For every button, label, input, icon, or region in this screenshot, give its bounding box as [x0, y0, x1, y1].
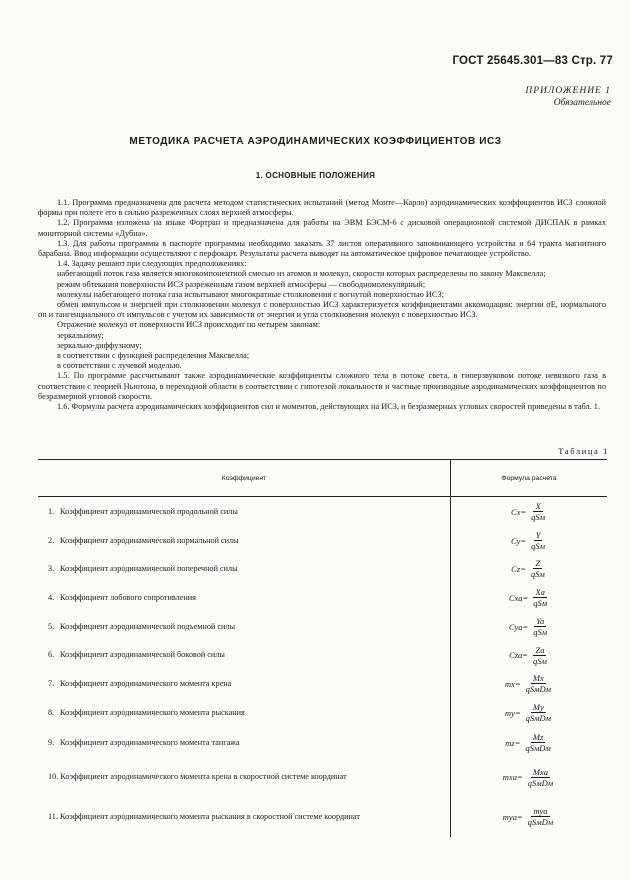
- formula-cell: [451, 583, 608, 613]
- formula-cell: [451, 555, 608, 583]
- coefficient-label: Коэффициент аэродинамического момента тангажа: [60, 737, 240, 747]
- table-row: [38, 527, 607, 555]
- formula: [505, 702, 553, 723]
- formula-denominator: qSм: [533, 655, 547, 666]
- formula-numerator: Ya: [536, 616, 545, 626]
- coefficient-name: [38, 613, 451, 641]
- row-number: 1.: [48, 506, 55, 516]
- coefficients-table: [38, 459, 607, 837]
- formula-lhs: Cza=: [509, 650, 529, 660]
- row-number: 6.: [48, 650, 55, 659]
- row-number: 5.: [48, 621, 55, 631]
- appendix-status: Обязательное: [553, 98, 611, 108]
- formula-numerator: Mxa: [532, 766, 548, 777]
- assumption-1: набегающий поток газа является многокомпонентной смесью из атомов и молекул, скорости которых распределены по закону Максвелла;: [57, 269, 546, 279]
- document-title: МЕТОДИКА РАСЧЕТА АЭРОДИНАМИЧЕСКИХ КОЭФФИЦИЕНТОВ ИСЗ: [129, 136, 502, 147]
- formula-fraction: [531, 587, 549, 608]
- formula-lhs: Cxa=: [508, 592, 529, 603]
- formula: [511, 558, 547, 579]
- formula-lhs: Cya=: [508, 621, 529, 632]
- formula-fraction: [526, 806, 556, 827]
- paragraph-1-4: 1.4. Задачу решают при следующих предположениях:: [57, 259, 247, 269]
- law-1: зеркальному;: [57, 330, 104, 340]
- section-heading: 1. ОСНОВНЫЕ ПОЛОЖЕНИЯ: [255, 171, 376, 180]
- formula: [511, 501, 547, 522]
- assumption-4: обмен импульсом и энергией при столкновении молекул с поверхностью ИСЗ характеризуется коэффициентами аккомодации: энергии σE, нормального σn и тангенциального στ импульсов с учетом их зависимости от энергии и угла столкновения молекул с поверхностью ИСЗ.: [38, 300, 606, 320]
- coefficient-label: Коэффициент аэродинамической нормальной силы: [60, 535, 239, 545]
- formula-denominator: qSм: [533, 598, 548, 608]
- formula-denominator: qSм: [533, 627, 548, 637]
- formula-denominator: qSмDм: [525, 684, 552, 694]
- coefficient-name: [38, 555, 451, 583]
- formula-lhs: mya=: [502, 811, 523, 822]
- formula-denominator: qSмDм: [525, 743, 551, 753]
- formula-lhs: my=: [504, 707, 521, 718]
- formula-numerator: Mx: [532, 673, 544, 683]
- coefficient-label: Коэффициент аэродинамической подъемной силы: [60, 621, 235, 631]
- table-row: [38, 797, 607, 837]
- column-header-coefficient: Коэффициент: [38, 460, 451, 497]
- formula-cell: [451, 641, 608, 670]
- coefficient-name: [38, 728, 451, 758]
- row-number: 4.: [48, 592, 55, 602]
- formula-numerator: mya: [533, 806, 548, 816]
- formula-denominator: qSмDм: [527, 817, 554, 827]
- paragraph-1-2: 1.2. Программа изложена на языке Фортран и предназначена для работы на ЭВМ БЭСМ-6 с дисковой операционной системой ДИСПАК в рамках мониторной системы «Дубна».: [38, 218, 606, 238]
- formula: [503, 806, 555, 827]
- formula-cell: [451, 758, 608, 797]
- formula-numerator: Mz: [532, 732, 544, 742]
- coefficient-label: Коэффициент аэродинамической продольной силы: [60, 506, 238, 516]
- formula-lhs: mxa=: [502, 772, 523, 782]
- formula-numerator: My: [532, 702, 544, 712]
- formula-numerator: Za: [535, 644, 545, 655]
- formula-lhs: mz=: [505, 737, 521, 748]
- row-number: 11.: [48, 811, 58, 821]
- formula-cell: [451, 797, 608, 837]
- paragraph-1-5: 1.5. По программе рассчитывают также аэродинамические коэффициенты сложного тела в потоке света, в гиперзвуковом потоке невязкого газа в соответствии с теорией Ньютона, в переходной области в соответствии с гипотезой локальности и частные производные аэродинамических коэффициентов по безразмерной угловой скорости.: [38, 371, 606, 401]
- formula-lhs: Cx=: [510, 506, 527, 517]
- formula-lhs: Cz=: [511, 563, 526, 574]
- appendix-title: ПРИЛОЖЕНИЕ 1: [525, 86, 611, 96]
- formula-fraction: [529, 501, 547, 522]
- formula-denominator: qSм: [530, 569, 545, 579]
- body-text: [38, 198, 606, 412]
- coefficient-name: [38, 527, 451, 555]
- coefficient-name: [38, 797, 451, 837]
- formula-numerator: Z: [535, 558, 541, 568]
- table-row: [38, 641, 607, 670]
- formula-denominator: qSм: [531, 512, 546, 523]
- paragraph-1-6: 1.6. Формулы расчета аэродинамических коэффициентов сил и моментов, действующих на ИСЗ, и безразмерных угловых скоростей приведены в табл. 1.: [57, 402, 601, 412]
- formula: [509, 616, 549, 637]
- row-number: 7.: [48, 678, 55, 688]
- table-row: [38, 555, 607, 583]
- formula: [509, 587, 549, 608]
- formula: [505, 673, 553, 694]
- coefficient-label: Коэффициент аэродинамического момента крена: [60, 678, 232, 688]
- formula-fraction: [531, 645, 549, 666]
- formula-fraction: [531, 616, 549, 637]
- row-number: 8.: [48, 707, 55, 717]
- formula-lhs: mx=: [504, 678, 521, 689]
- table-row: [38, 670, 607, 698]
- coefficient-label: Коэффициент аэродинамической боковой силы: [60, 650, 225, 659]
- coefficient-label: Коэффициент аэродинамического момента рыскания: [60, 707, 245, 717]
- formula-denominator: qSмDм: [527, 777, 554, 788]
- law-4: в соответствии с лучевой моделью.: [57, 361, 182, 371]
- assumption-2: режим обтекания поверхности ИСЗ разреженным газом верхней атмосферы — свободномолекулярный;: [57, 279, 426, 289]
- formula: [509, 645, 549, 666]
- coefficient-name: [38, 698, 451, 728]
- formula-fraction: [524, 702, 554, 723]
- coefficient-name: [38, 670, 451, 698]
- formula-cell: [451, 497, 608, 527]
- formula-numerator: Xa: [535, 587, 545, 597]
- formula-numerator: Y: [535, 530, 541, 540]
- coefficient-label: Коэффициент аэродинамического момента рыскания в скоростной системе координат: [60, 811, 360, 821]
- table-row: [38, 728, 607, 758]
- formula-denominator: qSм: [531, 541, 546, 551]
- formula-fraction: [523, 732, 553, 753]
- paragraph-1-3: 1.3. Для работы программы в паспорте программы необходимо заказать 37 листов оперативного запоминающего устройства и 64 тракта магнитного барабана. Ввод информации осуществляют с перфокарт. Результаты расчета выводят на автоматическое цифровое печатающее устройство.: [38, 238, 606, 259]
- appendix-label: [525, 85, 611, 109]
- coefficient-label: Коэффициент аэродинамической поперечной силы: [60, 563, 238, 573]
- formula: [511, 530, 547, 551]
- row-number: 10.: [48, 772, 59, 781]
- formula-fraction: [529, 530, 547, 551]
- formula-numerator: X: [535, 501, 541, 512]
- row-number: 9.: [48, 737, 55, 747]
- law-2: зеркально-диффузному;: [57, 340, 142, 350]
- table-row: [38, 613, 607, 641]
- formula-fraction: [526, 767, 556, 788]
- table-row: [38, 698, 607, 728]
- table-row: [38, 497, 607, 527]
- paragraph-1-1: 1.1. Программа предназначена для расчета методом статистических испытаний (метод Монте—Карло) аэродинамических коэффициентов ИСЗ сложной формы при полете его в сильно разреженных слоях верхней атмосферы.: [38, 198, 606, 218]
- coefficient-name: [38, 583, 451, 613]
- coefficient-name: [38, 758, 451, 797]
- table-caption: Таблица 1: [558, 446, 609, 456]
- page-header: ГОСТ 25645.301—83 Стр. 77: [452, 55, 613, 67]
- formula-cell: [451, 728, 608, 758]
- formula-denominator: qSмDм: [525, 713, 552, 723]
- formula: [503, 767, 555, 788]
- reflection-laws: Отражение молекул от поверхности ИСЗ происходит по четырем законам:: [57, 320, 321, 330]
- formula-cell: [451, 527, 608, 555]
- coefficient-label: Коэффициент аэродинамического момента крена в скоростной системе координат: [60, 772, 347, 781]
- assumption-3: молекулы набегающего потока газа испытывают многократные столкновения с вогнутой поверхностью ИСЗ;: [57, 289, 444, 299]
- table-row: [38, 583, 607, 613]
- row-number: 3.: [48, 563, 55, 573]
- coefficient-name: [38, 641, 451, 670]
- formula-cell: [451, 613, 608, 641]
- coefficient-name: [38, 497, 451, 527]
- formula-lhs: Cy=: [510, 535, 527, 546]
- formula-fraction: [529, 558, 547, 579]
- formula-cell: [451, 670, 608, 698]
- law-3: в соответствии с функцией распределения Максвелла;: [57, 351, 250, 361]
- formula-cell: [451, 698, 608, 728]
- row-number: 2.: [48, 535, 55, 545]
- column-header-formula: Формула расчета: [451, 460, 608, 497]
- formula-fraction: [524, 673, 554, 694]
- formula: [505, 732, 553, 753]
- table-row: [38, 758, 607, 797]
- coefficient-label: Коэффициент лобового сопротивления: [60, 592, 196, 602]
